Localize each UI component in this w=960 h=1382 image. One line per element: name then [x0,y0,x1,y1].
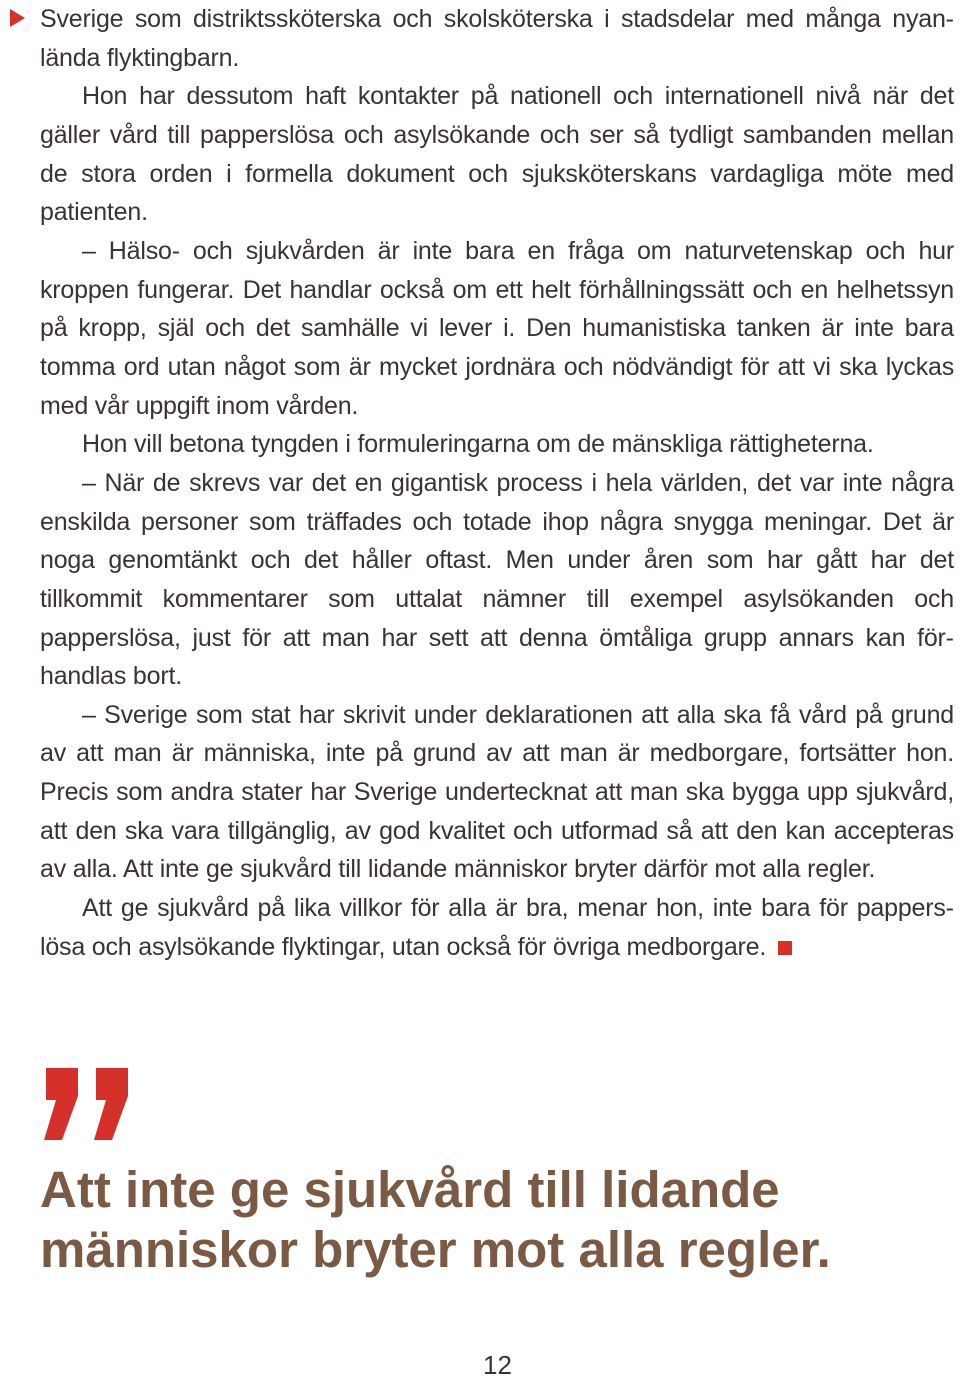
quotation-mark-icon [40,1060,140,1150]
page-number: 12 [483,1350,512,1380]
end-of-article-square-icon [778,941,792,955]
article-paragraph-1: Sverige som distriktssköterska och skolsköterska i stadsdelar med många nyanlända flyktingbarn. [40,5,954,72]
pull-quote [40,1160,920,1280]
article-paragraph-7-text: Att ge sjukvård på lika villkor för alla är bra, menar hon, inte bara för papperslösa och asylsökande flyktingar, utan också för övriga medborgare. [40,894,954,961]
article-paragraph-3: – Hälso- och sjukvården är inte bara en fråga om naturvetenskap och hur kroppen fungerar. Det handlar också om ett helt förhållningssätt och en helhetssyn på kropp, själ och det samhälle vi lever i. Den humanistiska tanken är inte bara tomma ord utan något som är mycket jordnära och nödvändigt för att vi ska lyckas med vår uppgift inom vården. [40,236,954,420]
arrow-marker-icon [10,9,25,27]
article-paragraph-5: – När de skrevs var det en gigantisk process i hela världen, det var inte några enskilda personer som träffades och totade ihop några snygga meningar. Det är noga genomtänkt och det håller oftast. Men under åren som har gått har det tillkommit kommentarer som uttalat nämner till exempel asylsökanden och papperslösa, just för att man har sett att denna ömtåliga grupp annars kan förhandlas bort. [40,468,954,691]
article-paragraph-6: – Sverige som stat har skrivit under deklarationen att alla ska få vård på grund av att man är människa, inte på grund av att man är medborgare, fortsätter hon. Precis som andra stater har Sverige undertecknat att man ska bygga upp sjukvård, att den ska vara tillgänglig, av god kvalitet och utformad så att den kan accepteras av alla. Att inte ge sjukvård till lidande människor bryter därför mot alla regler. [40,700,954,884]
article-paragraph-2: Hon har dessutom haft kontakter på nationell och internationell nivå när det gäller vård till papperslösa och asylsökande och ser så tydligt sambanden mellan de stora orden i formella dokument och sjuksköterskans vardagliga möte med patienten. [40,82,954,227]
article-body [40,0,954,966]
article-paragraph-4: Hon vill betona tyngden i formuleringarna om de mänskliga rättigheterna. [82,430,874,459]
article-paragraph-7 [40,889,954,966]
pull-quote-line-1: Att inte ge sjukvård till lidande [40,1161,780,1218]
pull-quote-line-2: människor bryter mot alla regler. [40,1221,831,1278]
